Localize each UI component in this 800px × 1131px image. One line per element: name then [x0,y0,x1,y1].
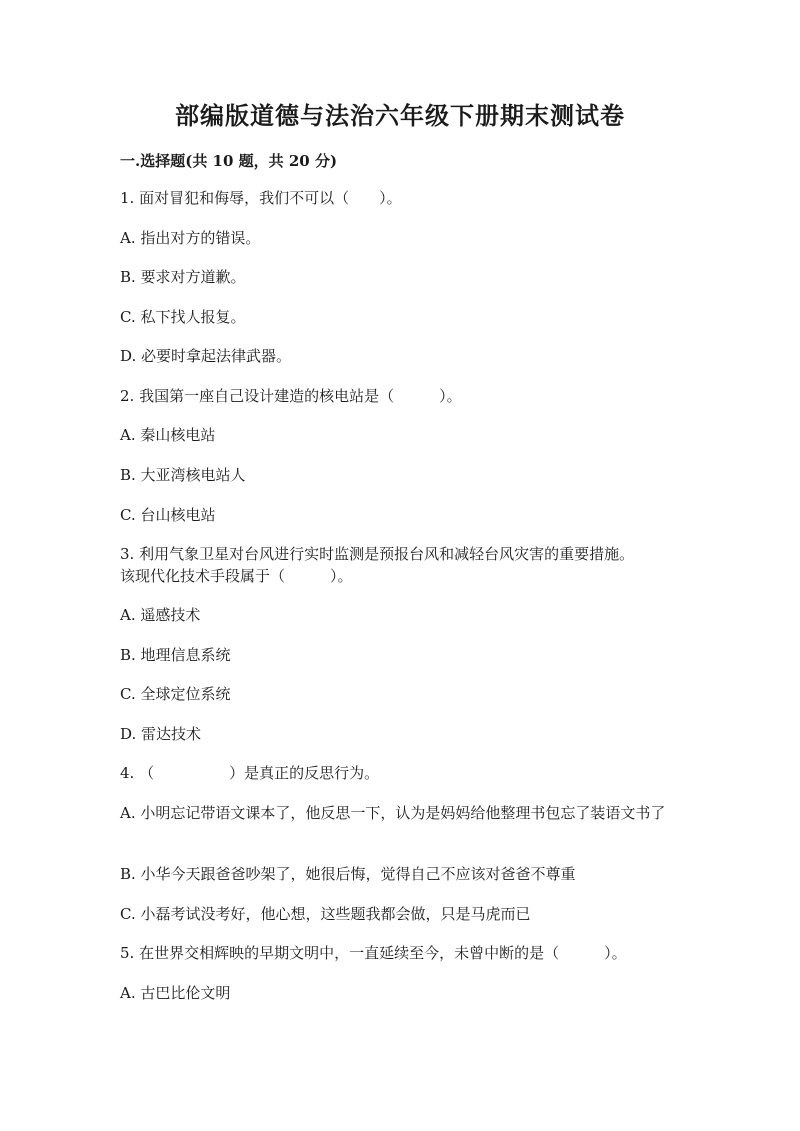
question-1-stem: 1. 面对冒犯和侮辱，我们不可以（ ）。 [120,189,402,207]
question-3-stem-line2: 该现代化技术手段属于（ ）。 [120,567,353,585]
question-1-option-c: C. 私下找人报复。 [120,308,246,326]
question-3-stem-line1: 3. 利用气象卫星对台风进行实时监测是预报台风和减轻台风灾害的重要措施。 [120,545,635,563]
question-2-stem: 2. 我国第一座自己设计建造的核电站是（ ）。 [120,387,462,405]
question-4-option-a: A. 小明忘记带语文课本了，他反思一下，认为是妈妈给他整理书包忘了装语文书了 [120,804,666,822]
section-heading: 一.选择题(共 10 题，共 20 分) [120,152,338,170]
question-2-option-c: C. 台山核电站 [120,506,216,524]
question-4-option-b: B. 小华今天跟爸爸吵架了，她很后悔，觉得自己不应该对爸爸不尊重 [120,865,576,883]
page-title: 部编版道德与法治六年级下册期末测试卷 [175,101,625,130]
question-3-option-b: B. 地理信息系统 [120,646,231,664]
question-1-option-a: A. 指出对方的错误。 [120,229,261,247]
question-1-option-d: D. 必要时拿起法律武器。 [120,347,292,365]
question-2-option-a: A. 秦山核电站 [120,426,216,444]
question-2-option-b: B. 大亚湾核电站人 [120,466,246,484]
question-3-option-d: D. 雷达技术 [120,725,202,743]
question-1-option-b: B. 要求对方道歉。 [120,268,246,286]
question-5-option-a: A. 古巴比伦文明 [120,984,231,1002]
question-4-stem: 4. （ ）是真正的反思行为。 [120,764,380,782]
question-5-stem: 5. 在世界交相辉映的早期文明中，一直延续至今，未曾中断的是（ ）。 [120,944,627,962]
question-4-option-c: C. 小磊考试没考好，他心想，这些题我都会做，只是马虎而已 [120,905,531,923]
question-3-option-a: A. 遥感技术 [120,606,201,624]
question-3-option-c: C. 全球定位系统 [120,685,231,703]
